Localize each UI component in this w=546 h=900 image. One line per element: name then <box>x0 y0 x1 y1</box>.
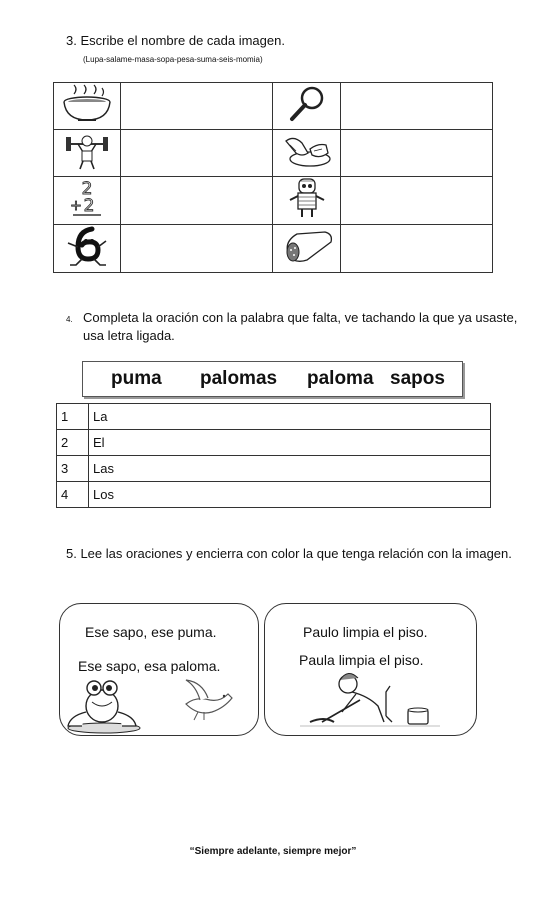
answer-cell[interactable] <box>340 225 492 273</box>
section3-title: 3. Escribe el nombre de cada imagen. <box>66 33 285 48</box>
sentence-cell[interactable]: El <box>89 430 491 456</box>
sentence-cell[interactable]: Las <box>89 456 491 482</box>
word-bank-item: palomas <box>200 368 278 389</box>
table-row <box>54 177 493 225</box>
row-number: 1 <box>57 404 89 430</box>
picture-cell <box>54 83 121 130</box>
answer-cell[interactable] <box>121 225 273 273</box>
soup-bowl-icon <box>60 84 114 124</box>
section5-title: 5. Lee las oraciones y encierra con color la que tenga relación con la imagen. <box>66 546 512 561</box>
table-row <box>54 130 493 177</box>
picture-cell <box>54 177 121 225</box>
svg-text:2: 2 <box>81 179 93 199</box>
section4-instruction-line2: usa letra ligada. <box>83 328 175 343</box>
answer-cell[interactable] <box>340 130 492 177</box>
table-row <box>57 456 491 482</box>
answer-cell[interactable] <box>121 130 273 177</box>
picture-cell <box>54 130 121 177</box>
left-sentence-1[interactable]: Ese sapo, ese puma. <box>85 624 217 640</box>
word-bank-item: puma <box>111 368 162 389</box>
right-sentence-2[interactable]: Paula limpia el piso. <box>299 652 424 668</box>
section3-word-hint: (Lupa-salame-masa-sopa-pesa-suma-seis-momia) <box>83 55 263 64</box>
frog-icon <box>64 676 144 734</box>
row-number: 4 <box>57 482 89 508</box>
svg-text:2: 2 <box>83 196 95 216</box>
magnifying-glass-icon <box>287 84 327 124</box>
girl-mopping-icon <box>296 670 442 730</box>
row-number: 3 <box>57 456 89 482</box>
table-row <box>57 430 491 456</box>
hands-kneading-dough-icon <box>280 131 334 171</box>
addition-2-plus-2-icon <box>69 177 105 219</box>
section4-number: 4. <box>66 315 73 324</box>
word-bank-item: sapos <box>390 368 445 389</box>
table-row <box>54 225 493 273</box>
answer-cell[interactable] <box>121 177 273 225</box>
picture-cell <box>54 225 121 273</box>
sentence-cell[interactable]: La <box>89 404 491 430</box>
picture-naming-table <box>53 82 493 273</box>
table-row <box>57 482 491 508</box>
table-row <box>54 83 493 130</box>
picture-cell <box>273 130 340 177</box>
picture-cell <box>273 83 340 130</box>
word-bank-box <box>82 361 463 397</box>
answer-cell[interactable] <box>340 83 492 130</box>
number-six-character-icon <box>62 225 112 267</box>
picture-cell <box>273 177 340 225</box>
answer-cell[interactable] <box>340 177 492 225</box>
left-sentence-2[interactable]: Ese sapo, esa paloma. <box>78 658 221 674</box>
sentence-completion-table <box>56 403 491 508</box>
section4-instruction-line1: Completa la oración con la palabra que falta, ve tachando la que ya usaste, <box>83 310 518 325</box>
picture-cell <box>273 225 340 273</box>
svg-text:+: + <box>70 198 82 214</box>
sentence-cell[interactable]: Los <box>89 482 491 508</box>
salami-icon <box>279 226 335 266</box>
dove-icon <box>176 676 238 722</box>
table-row <box>57 404 491 430</box>
weightlifter-icon <box>62 131 112 171</box>
row-number: 2 <box>57 430 89 456</box>
footer-motto: “Siempre adelante, siempre mejor” <box>189 846 357 857</box>
mummy-icon <box>287 177 327 219</box>
answer-cell[interactable] <box>121 83 273 130</box>
right-sentence-1[interactable]: Paulo limpia el piso. <box>303 624 428 640</box>
word-bank-item: paloma <box>307 368 374 389</box>
